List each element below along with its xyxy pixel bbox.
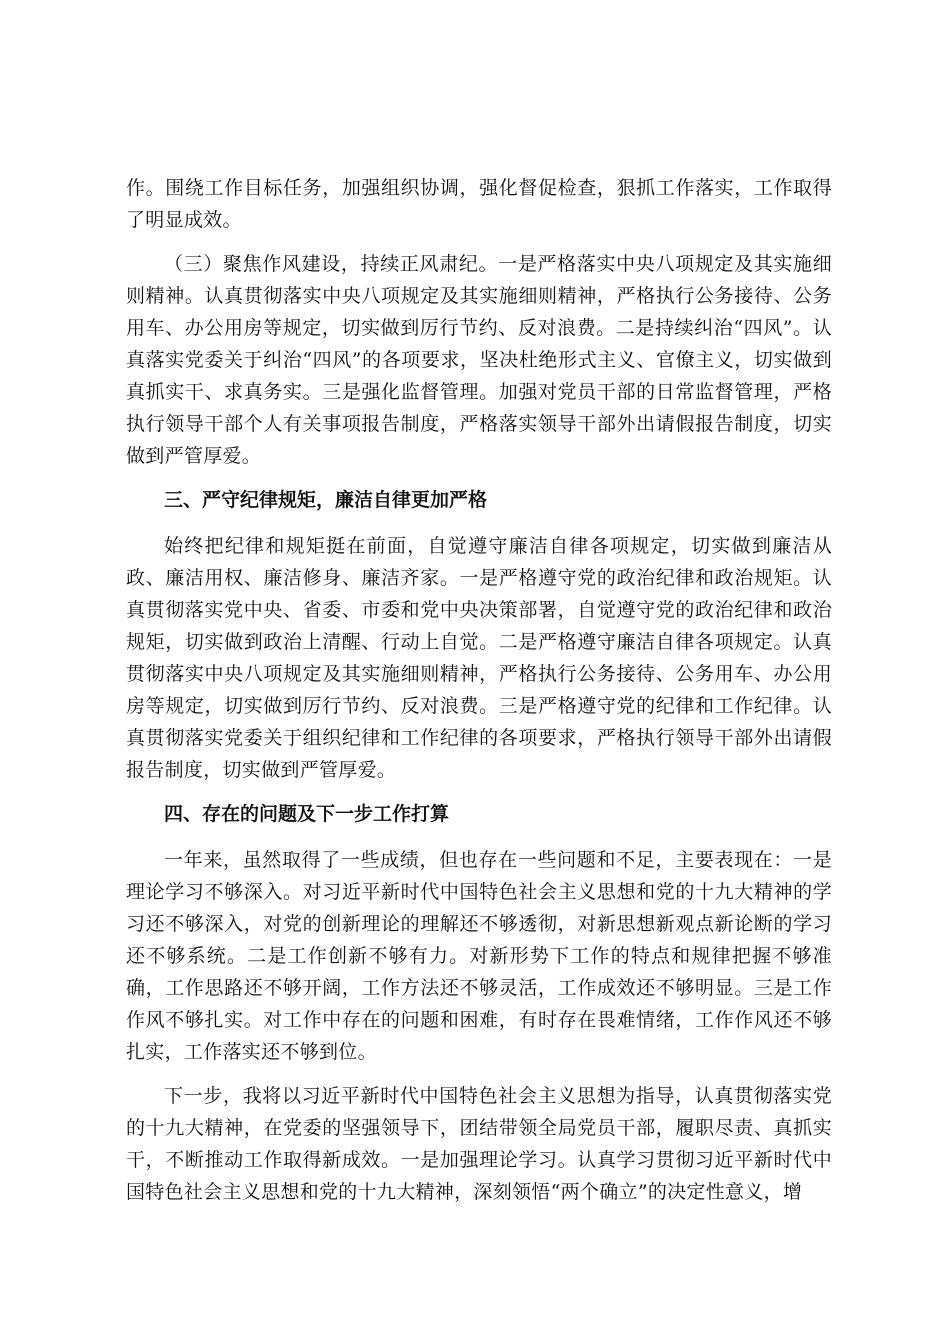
paragraph-continuation: 作。围绕工作目标任务，加强组织协调，强化督促检查，狠抓工作落实，工作取得了明显成效。: [126, 177, 832, 231]
document-body: [126, 172, 832, 1220]
section-heading-problems: 四、存在的问题及下一步工作打算: [164, 803, 450, 825]
paragraph-next-steps: 下一步，我将以习近平新时代中国特色社会主义思想为指导，认真贯彻落实党的十九大精神，在党委的坚强领导下，团结带领全局党员干部，履职尽责、真抓实干，不断推动工作取得新成效。一是加强理论学习。认真学习贯彻习近平新时代中国特色社会主义思想和党的十九大精神，深刻领悟“两个确立”的决定性意义，增: [126, 1085, 832, 1203]
section-heading-discipline: 三、严守纪律规矩，廉洁自律更加严格: [164, 489, 488, 511]
paragraph-style-building: （三）聚焦作风建设，持续正风肃纪。一是严格落实中央八项规定及其实施细则精神。认真贯彻落实中央八项规定及其实施细则精神，严格执行公务接待、公务用车、办公用房等规定，切实做到厉行节约、反对浪费。二是持续纠治“四风”。认真落实党委关于纠治“四风”的各项要求，坚决杜绝形式主义、官僚主义，切实做到真抓实干、求真务实。三是强化监督管理。加强对党员干部的日常监督管理，严格执行领导干部个人有关事项报告制度，严格落实领导干部外出请假报告制度，切实做到严管厚爱。: [126, 253, 832, 467]
paragraph-discipline: 始终把纪律和规矩挺在前面，自觉遵守廉洁自律各项规定，切实做到廉洁从政、廉洁用权、廉洁修身、廉洁齐家。一是严格遵守党的政治纪律和政治规矩。认真贯彻落实党中央、省委、市委和党中央决策部署，自觉遵守党的政治纪律和政治规矩，切实做到政治上清醒、行动上自觉。二是严格遵守廉洁自律各项规定。认真贯彻落实中央八项规定及其实施细则精神，严格执行公务接待、公务用车、办公用房等规定，切实做到厉行节约、反对浪费。三是严格遵守党的纪律和工作纪律。认真贯彻落实党委关于组织纪律和工作纪律的各项要求，严格执行领导干部外出请假报告制度，切实做到严管厚爱。: [126, 535, 832, 781]
paragraph-problems: 一年来，虽然取得了一些成绩，但也存在一些问题和不足，主要表现在：一是理论学习不够深入。对习近平新时代中国特色社会主义思想和党的十九大精神的学习还不够深入，对党的创新理论的理解还不够透彻，对新思想新观点新论断的学习还不够系统。二是工作创新不够有力。对新形势下工作的特点和规律把握不够准确，工作思路还不够开阔，工作方法还不够灵活，工作成效还不够明显。三是工作作风不够扎实。对工作中存在的问题和困难，有时存在畏难情绪，工作作风还不够扎实，工作落实还不够到位。: [126, 849, 832, 1063]
